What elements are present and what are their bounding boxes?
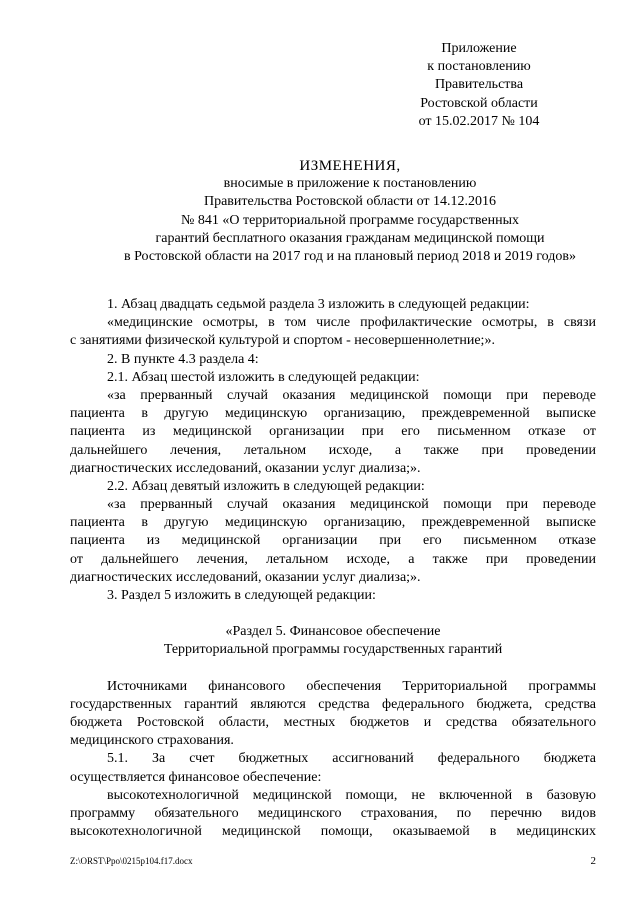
paragraph-line: пациента из медицинской организации при его письменном отказе xyxy=(70,533,596,549)
title-line: гарантий бесплатного оказания гражданам медицинской помощи xyxy=(155,230,545,246)
paragraph-line: 2. В пункте 4.3 раздела 4: xyxy=(107,351,259,367)
appendix-line: к постановлению xyxy=(427,59,531,75)
document-body xyxy=(70,296,596,841)
paragraph-line: государственных гарантий являются средства федерального бюджета, средства xyxy=(70,696,596,712)
paragraph-line: 2.1. Абзац шестой изложить в следующей редакции: xyxy=(107,369,420,385)
paragraph-line: дальнейшего лечения, летальном исходе, а также при проведении xyxy=(70,442,596,458)
title-line: вносимые в приложение к постановлению xyxy=(223,176,477,192)
file-path: Z:\ORST\Ppo\0215p104.f17.docx xyxy=(70,856,193,866)
paragraph-line: «за прерванный случай оказания медицинской помощи при переводе xyxy=(107,387,596,403)
paragraph-line: программу обязательного медицинского страхования, по перечню видов xyxy=(70,805,596,821)
paragraph-line: медицинского страхования. xyxy=(70,733,234,749)
paragraph-line: пациента в другую медицинскую организацию, преждевременной выписке xyxy=(70,406,596,422)
paragraph-line: 2.2. Абзац девятый изложить в следующей редакции: xyxy=(107,478,425,494)
paragraph-line: «за прерванный случай оказания медицинской помощи при переводе xyxy=(107,497,596,513)
paragraph-line: диагностических исследований, оказании услуг диализа;». xyxy=(70,460,421,476)
paragraph-line: пациента из медицинской организации при его письменном отказе от xyxy=(70,424,596,440)
paragraph-line: высокотехнологичной медицинской помощи, оказываемой в медицинских xyxy=(70,824,596,840)
section-title: «Раздел 5. Финансовое обеспечение xyxy=(225,624,441,640)
paragraph-line: осуществляется финансовое обеспечение: xyxy=(70,769,322,785)
page-number: 2 xyxy=(590,855,596,867)
appendix-line: Правительства xyxy=(434,77,524,93)
document-title xyxy=(60,157,640,266)
title-line: в Ростовской области на 2017 год и на плановый период 2018 и 2019 годов» xyxy=(123,249,576,265)
title-line: Правительства Ростовской области от 14.12.2016 xyxy=(203,194,497,210)
appendix-line: Ростовской области xyxy=(420,95,538,111)
appendix-line: от 15.02.2017 № 104 xyxy=(418,113,540,129)
appendix-header xyxy=(394,40,564,131)
paragraph-line: 3. Раздел 5 изложить в следующей редакции: xyxy=(107,588,376,603)
paragraph-line: от дальнейшего лечения, летальном исходе, а также при проведении xyxy=(70,551,596,567)
paragraph-line: 5.1. За счет бюджетных ассигнований федерального бюджета xyxy=(107,751,596,767)
paragraph-line: «медицинские осмотры, в том числе профилактические осмотры, в связи xyxy=(107,315,596,331)
section-title: Территориальной программы государственных гарантий xyxy=(163,642,503,658)
appendix-line: Приложение xyxy=(441,41,517,56)
paragraph-line: Источниками финансового обеспечения Территориальной программы xyxy=(107,678,596,694)
paragraph-line: 1. Абзац двадцать седьмой раздела 3 изложить в следующей редакции: xyxy=(107,297,530,312)
paragraph-line: пациента в другую медицинскую организацию, преждевременной выписке xyxy=(70,515,596,531)
paragraph-line: с занятиями физической культурой и спортом - несовершеннолетние;». xyxy=(70,333,495,349)
paragraph-line: высокотехнологичной медицинской помощи, не включенной в базовую xyxy=(107,787,596,803)
paragraph-line: диагностических исследований, оказании услуг диализа;». xyxy=(70,569,421,585)
title-heading: ИЗМЕНЕНИЯ, xyxy=(299,158,401,174)
title-line: № 841 «О территориальной программе государственных xyxy=(181,212,519,228)
paragraph-line: бюджета Ростовской области, местных бюджетов и средства обязательного xyxy=(70,714,596,730)
